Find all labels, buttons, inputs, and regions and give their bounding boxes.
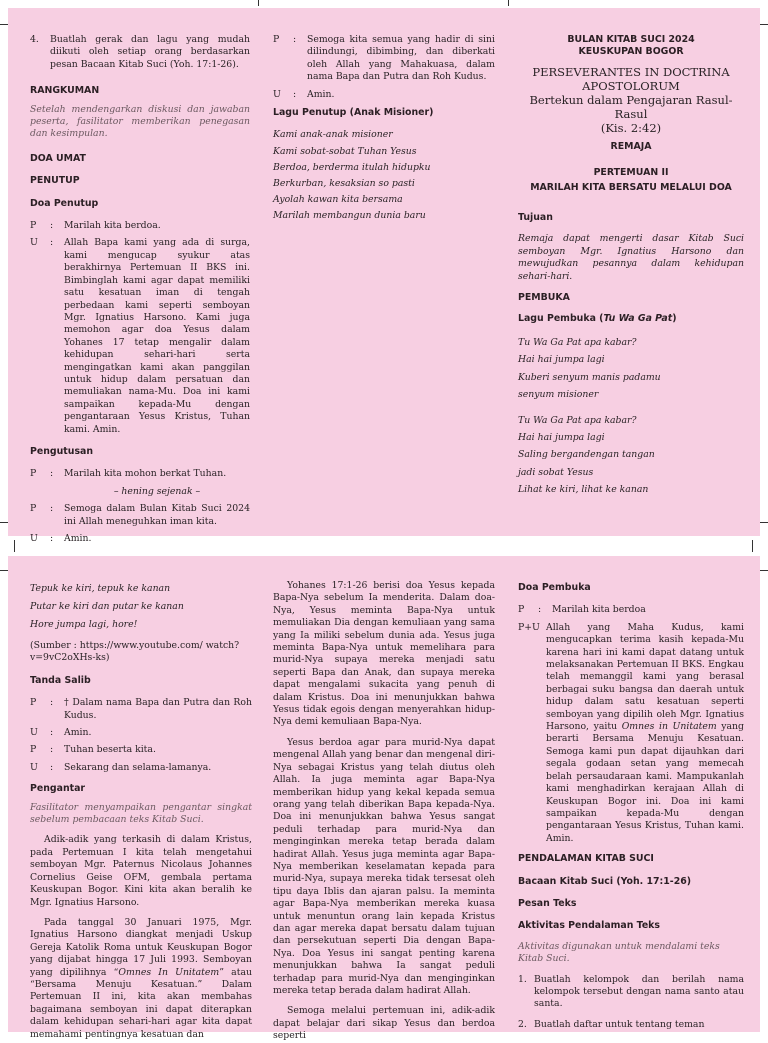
- tujuan-text: Remaja dapat mengerti dasar Kitab Suci semboyan Mgr. Ignatius Harsono dan mewujudkan pesannya dalam kehidupan sehari-hari.: [518, 233, 744, 282]
- prayer-line: P : Marilah kita mohon berkat Tuhan.: [30, 468, 250, 480]
- role-label: U: [30, 727, 38, 739]
- opening-song-verse-2: [518, 412, 744, 499]
- section-heading-doa-umat: DOA UMAT: [30, 152, 86, 164]
- crop-mark: [752, 540, 753, 552]
- theme-latin-2: APOSTOLORUM: [582, 78, 680, 93]
- motto-text: Omnes In Unitatem: [118, 966, 220, 978]
- prayer-line: U : Amin.: [273, 89, 495, 101]
- lyric-line: Tepuk ke kiri, tepuk ke kanan: [30, 583, 171, 594]
- role-label: P: [273, 34, 280, 45]
- role-label: U: [30, 761, 38, 773]
- theme-translation: Bertekun dalam Pengajaran Rasul-Rasul: [529, 92, 733, 121]
- prayer-part: yang berarti Bersama Menuju Kesatuan. Semoga kami pun dapat dijauhkan dari segala godaan setan yang memecah belah persaudaraan kami. Mampukanlah kami menghadirkan kerajaan Allah di Keuskupan Bogor ini. Doa ini kami sampaikan kepada-Mu dengan pengantaraan Yesus Kristus, Tuhan kami. Amin.: [546, 721, 744, 844]
- crop-mark: [258, 0, 259, 6]
- pengantar-instruction: Fasilitator menyampaikan pengantar singkat sebelum pembacaan teks Kitab Suci.: [30, 801, 252, 826]
- motto-text: Omnes in Unitatem: [621, 721, 717, 733]
- heading-pengantar: Pengantar: [30, 783, 86, 795]
- prayer-line: P : Marilah kita berdoa.: [30, 220, 250, 232]
- cover-diocese: KEUSKUPAN BOGOR: [578, 46, 684, 58]
- prayer-line: P : Tuhan beserta kita.: [30, 744, 252, 756]
- prayer-line: U : Allah Bapa kami yang ada di surga, kami mengucap syukur atas berakhirnya Pertemuan II BKS ini. Bimbinglah kami agar dapat memiliki satu kesatuan iman di tengah perbedaan kami seperti semboyan Mgr. Ignatius Harsono. Kami juga memohon agar doa Yesus dalam Yohanes 17 tetap mengalir dalam kehidupan sehari-hari serta mengingatkan kami akan panggilan untuk hidup dalam persatuan dan memuliakan nama-Mu. Doa ini kami sampaikan kepada-Mu dengan pengantaraan Yesus Kristus, Tuhan kami. Amin.: [30, 237, 250, 435]
- silence-note: – hening sejenak –: [113, 485, 201, 497]
- prayer-text: Amin.: [64, 727, 92, 739]
- lyric-line: Berdoa, berderma itulah hidupku: [273, 161, 431, 173]
- leaflet-page-bottom: [8, 556, 760, 1042]
- activity-item-text: Buatlah kelompok dan berilah nama kelompok tersebut dengan nama santo atau santa.: [534, 973, 744, 1010]
- lyric-line: Hai hai jumpa lagi: [518, 354, 605, 366]
- activity-item-2: [518, 1019, 744, 1031]
- top-column-right: [518, 34, 744, 499]
- meeting-title: MARILAH KITA BERSATU MELALUI DOA: [530, 181, 732, 193]
- role-label: P: [30, 503, 37, 515]
- lyric-line: Ayolah kawan kita bersama: [273, 194, 403, 206]
- role-label: U: [273, 88, 281, 100]
- theme-latin: PERSEVERANTES IN DOCTRINA: [532, 64, 730, 79]
- rangkuman-text: Setelah mendengarkan diskusi dan jawaban peserta, fasilitator memberikan penegasan dan kesimpulan.: [30, 103, 250, 140]
- heading-lagu-penutup: Lagu Penutup (Anak Misioner): [273, 107, 434, 119]
- scripture-paragraph: Semoga melalui pertemuan ini, adik-adik dapat belajar dari sikap Yesus dan berdoa seperti: [273, 1005, 495, 1042]
- lyric-line: Kuberi senyum manis padamu: [518, 371, 661, 383]
- prayer-line: U : Sekarang dan selama-lamanya.: [30, 762, 252, 774]
- top-column-middle: [273, 34, 495, 225]
- activity-item-text: Buatlah daftar untuk tentang teman: [534, 1018, 705, 1030]
- lyric-line: senyum misioner: [518, 389, 599, 401]
- song-title: Tu Wa Ga Pat: [603, 313, 673, 325]
- section-heading-penutup: PENUTUP: [30, 175, 80, 187]
- paragraph-part: Pada tanggal 30 Januari 1975, Mgr. Ignatius Harsono diangkat menjadi Uskup Gereja Katolik Roma untuk Keuskupan Bogor yang dijabat hingga 17 Juli 1993. Semboyan yang dipilihnya “: [30, 916, 252, 978]
- section-heading-pendalaman: PENDALAMAN KITAB SUCI: [518, 853, 654, 865]
- prayer-line: U : Amin.: [30, 727, 252, 739]
- heading-aktivitas: Aktivitas Pendalaman Teks: [518, 920, 660, 932]
- prayer-line: P : Semoga dalam Bulan Kitab Suci 2024 ini Allah meneguhkan iman kita.: [30, 503, 250, 527]
- heading-pesan-teks: Pesan Teks: [518, 897, 577, 909]
- song-heading-part: ): [672, 313, 677, 325]
- lyric-line: Hore jumpa lagi, hore!: [30, 619, 138, 630]
- heading-tujuan: Tujuan: [518, 212, 553, 224]
- prayer-line: P : † Dalam nama Bapa dan Putra dan Roh Kudus.: [30, 697, 252, 721]
- heading-doa-penutup: Doa Penutup: [30, 197, 99, 209]
- prayer-text: Allah Bapa kami yang ada di surga, kami mengucap syukur atas berakhirnya Pertemuan II BKS ini. Bimbinglah kami agar dapat memiliki satu kesatuan iman di tengah perbedaan kami seperti semboyan Mgr. Ignatius Harsono. Kami juga memohon agar doa Yesus dalam Yohanes 17 tetap mengalir dalam kehidupan sehari-hari serta mengingatkan kami akan panggilan untuk hidup dalam persatuan dan memuliakan nama-Mu. Doa ini kami sampaikan kepada-Mu dengan pengantaraan Yesus Kristus, Tuhan kami. Amin.: [64, 237, 250, 435]
- song-source: (Sumber : https://www.youtube.com/ watch?v=9vC2oXHs-ks): [30, 640, 240, 664]
- audience-label: REMAJA: [610, 140, 652, 152]
- prayer-text: Marilah kita berdoa: [552, 604, 646, 616]
- prayer-text: Amin.: [307, 88, 335, 100]
- prayer-line: P : Semoga kita semua yang hadir di sini dilindungi, dibimbing, dan diberkati oleh Allah yang Mahakuasa, dalam nama Bapa dan Putra dan Roh Kudus.: [273, 34, 495, 83]
- prayer-text: Amin.: [64, 533, 92, 544]
- scripture-paragraph: Yohanes 17:1-26 berisi doa Yesus kepada Bapa-Nya sebelum Ia menderita. Dalam doa-Nya, Yesus meminta Bapa-Nya untuk memuliakan Dia dengan kemuliaan yang sama yang Ia miliki sebelum dunia ada. Yesus juga meminta Bapa-Nya untuk memelihara para murid-Nya supaya mereka menjadi satu seperti Bapa dan Anak, dan supaya mereka dapat mengalami sukacita yang penuh di dalam Kristus. Doa ini menunjukkan bahwa Yesus tidak egois dengan menyerahkan hidup-Nya demi kemuliaan Bapa-Nya.: [273, 580, 495, 728]
- lyric-line: Saling bergandengan tangan: [518, 449, 655, 461]
- role-label: U: [30, 533, 38, 544]
- prayer-text: Marilah kita berdoa.: [64, 220, 161, 232]
- lyric-line: Tu Wa Ga Pat apa kabar?: [518, 336, 637, 348]
- opening-song-verse-1: [518, 334, 744, 404]
- heading-bacaan: Bacaan Kitab Suci (Yoh. 17:1-26): [518, 875, 692, 887]
- prayer-part: Allah yang Maha Kudus, kami mengucapkan terima kasih kepada-Mu karena hari ini kami dapat datang untuk melaksanakan Pertemuan II BKS. Engkau telah memanggil kami yang berasal berbagai suku bangsa dan daerah untuk hidup dalam satu kesatuan seperti semboyan yang dipilih oleh Mgr. Ignatius Harsono, yaitu: [546, 621, 744, 733]
- lyric-line: Lihat ke kiri, lihat ke kanan: [518, 484, 649, 496]
- prayer-text: Marilah kita mohon berkat Tuhan.: [64, 468, 227, 480]
- activity-item-1: [518, 974, 744, 1011]
- role-label: P: [30, 220, 37, 232]
- scripture-paragraph: Yesus berdoa agar para murid-Nya dapat mengenal Allah yang benar dan mengenal diri-Nya sebagai Kristus yang telah diutus oleh Allah. Ia juga meminta agar Bapa-Nya memberikan hidup yang kekal kepada semua orang yang telah diberikan Bapa kepada-Nya. Doa ini menunjukkan bahwa Yesus sangat peduli terhadap para murid-Nya dan menginginkan mereka tetap berada dalam hadirat Allah. Yesus juga meminta agar Bapa-Nya memberikan keselamatan kepada para murid-Nya, supaya mereka tidak tersesat oleh tipu daya Iblis dan ajaran palsu. Ia meminta agar Bapa-Nya memberikan mereka kuasa untuk menuntun orang lain kepada Kristus dan agar mereka dapat bersatu dalam tujuan dan persekutuan seperti Dia dengan Bapa-Nya. Doa Yesus ini sangat penting karena menunjukkan bahwa Ia sangat peduli terhadap para murid-Nya dan menginginkan mereka tetap berada dalam hadirat Allah.: [273, 736, 495, 996]
- activity-item-text: Buatlah gerak dan lagu yang mudah diikuti oleh setiap orang berdasarkan pesan Bacaan Kitab Suci (Yoh. 17:1-26).: [50, 34, 250, 70]
- prayer-text: † Dalam nama Bapa dan Putra dan Roh Kudus.: [64, 697, 252, 721]
- cover-title: BULAN KITAB SUCI 2024: [567, 34, 695, 45]
- lyric-line: Putar ke kiri dan putar ke kanan: [30, 601, 184, 612]
- paragraph-part: ” atau “Bersama Menuju Kesatuan.” Dalam Pertemuan II ini, kita akan membahas bagaimana semboyan ini dapat diterapkan dalam kehidupan sehari-hari agar kita dapat memahami pentingnya kesatuan dan: [30, 966, 252, 1040]
- item-number: 4.: [30, 34, 39, 45]
- prayer-line: P : Marilah kita berdoa: [518, 604, 744, 616]
- role-label: P: [518, 604, 525, 616]
- meeting-number: PERTEMUAN II: [593, 167, 669, 179]
- heading-tanda-salib: Tanda Salib: [30, 674, 91, 686]
- prayer-line: U : Amin.: [30, 533, 250, 545]
- section-heading-pembuka: PEMBUKA: [518, 292, 570, 304]
- prayer-text: Tuhan beserta kita.: [64, 744, 156, 756]
- bottom-column-middle: [273, 580, 495, 1043]
- lyric-line: Marilah membangun dunia baru: [273, 210, 426, 222]
- leaflet-page-top: [8, 8, 760, 544]
- role-label: P: [30, 744, 37, 756]
- prayer-text: Semoga dalam Bulan Kitab Suci 2024 ini Allah meneguhkan iman kita.: [64, 503, 250, 527]
- lyric-line: Kami sobat-sobat Tuhan Yesus: [273, 145, 417, 157]
- section-heading-rangkuman: RANGKUMAN: [30, 85, 100, 97]
- top-column-left: [30, 34, 250, 545]
- introduction-paragraph: Adik-adik yang terkasih di dalam Kristus, pada Pertemuan I kita telah mengetahui semboyan Mgr. Paternus Nicolaus Johannes Cornelius Geise OFM, gembala pertama Keuskupan Bogor. Kini kita akan beralih ke Mgr. Ignatius Harsono.: [30, 834, 252, 908]
- role-label: P: [30, 697, 37, 709]
- lyric-line: Hai hai jumpa lagi: [518, 431, 605, 443]
- theme-reference: (Kis. 2:42): [600, 120, 662, 135]
- introduction-paragraph: [30, 917, 252, 1041]
- prayer-text: Sekarang dan selama-lamanya.: [64, 761, 212, 773]
- bottom-column-right: [518, 582, 744, 1031]
- lyric-line: jadi sobat Yesus: [518, 466, 594, 478]
- heading-pengutusan: Pengutusan: [30, 445, 94, 457]
- lyric-line: Kami anak-anak misioner: [273, 129, 393, 141]
- heading-doa-pembuka: Doa Pembuka: [518, 582, 591, 593]
- prayer-line: [518, 622, 744, 845]
- prayer-text: [546, 622, 744, 845]
- prayer-text: Semoga kita semua yang hadir di sini dilindungi, dibimbing, dan diberkati oleh Allah yang Mahakuasa, dalam nama Bapa dan Putra dan Roh Kudus.: [307, 34, 495, 83]
- activity-item-4: [30, 34, 250, 71]
- item-number: 2.: [518, 1018, 527, 1030]
- crop-mark: [508, 0, 509, 6]
- item-number: 1.: [518, 973, 527, 985]
- role-label: P: [30, 468, 37, 480]
- lyric-line: Tu Wa Ga Pat apa kabar?: [518, 414, 637, 426]
- role-label: P+U: [518, 621, 540, 633]
- crop-mark: [14, 540, 15, 552]
- lyric-line: Berkurban, kesaksian so pasti: [273, 178, 415, 190]
- role-label: U: [30, 237, 38, 249]
- song-heading-part: Lagu Pembuka (: [518, 313, 604, 325]
- closing-song-lyrics: [273, 127, 495, 224]
- heading-lagu-pembuka: [518, 313, 744, 325]
- aktivitas-instruction: Aktivitas digunakan untuk mendalami teks Kitab Suci.: [518, 940, 720, 965]
- bottom-column-left: [30, 580, 252, 1041]
